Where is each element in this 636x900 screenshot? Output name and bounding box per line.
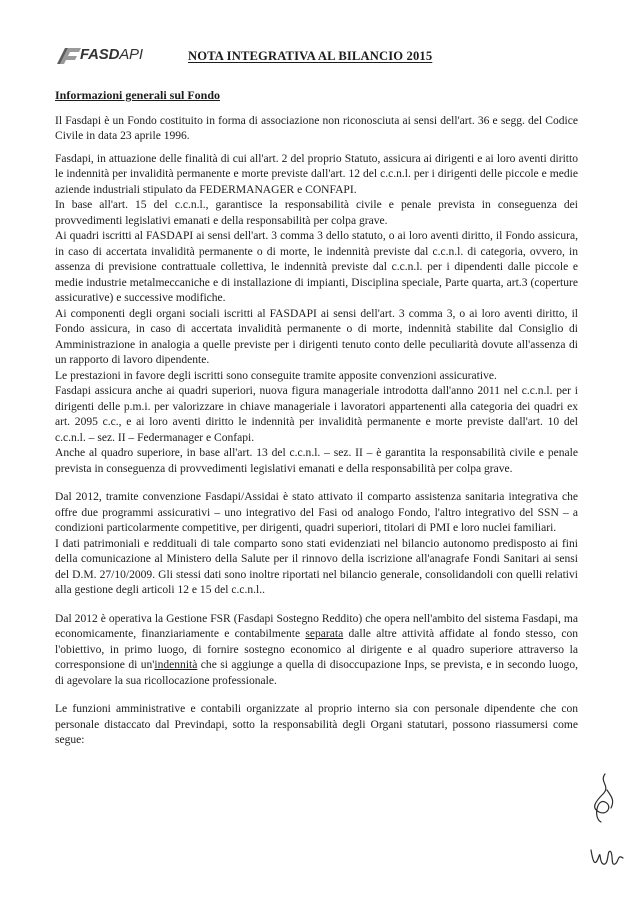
paragraph-quadri: Ai quadri iscritti al FASDAPI ai sensi dell'art. 3 comma 3 dello statuto, o ai loro aventi diritto, il Fondo assicura, in caso di accertata invalidità permanente o di morte, le indennità previste dal c.c.n.l. di categoria, ovvero, in assenza di previsione contrattuale collettiva, le indennità previste dal c.c.n.l. per i dipendenti dalle piccole e medie industrie metalmeccaniche e di installazione di impianti, Disciplina speciale, Parte quarta, art.3 (coperture assicurative) e successive modifiche. <box>55 230 578 304</box>
paragraph-assistenza-sanitaria: Dal 2012, tramite convenzione Fasdapi/Assidai è stato attivato il comparto assistenza sanitaria integrativa che offre due programmi assicurativi – uno integrativo del Fasi od analogo Fondo, l'altro integrativo del SSN – a condizioni particolarmente competitive, per dirigenti, quadri superiori, titolari di PMI e loro nuclei familiari. <box>55 491 578 534</box>
logo-wordmark: FASDAPI <box>80 46 143 63</box>
paragraph-prestazioni: Le prestazioni in favore degli iscritti sono conseguite tramite apposite convenzioni assicurative. <box>55 369 497 382</box>
document-title: NOTA INTEGRATIVA AL BILANCIO 2015 <box>188 49 433 63</box>
underlined-word: separata <box>305 628 344 640</box>
fasdapi-logo <box>56 42 166 68</box>
handwritten-initials <box>585 772 619 828</box>
handwritten-signature <box>587 842 627 872</box>
paragraph-gestione-fsr: Dal 2012 è operativa la Gestione FSR (Fasdapi Sostegno Reddito) che opera nell'ambito del sistema Fasdapi, ma economicamente, finanziariamente e contabilmente separata dalle altre attività affidate al fondo stesso, con l'obiettivo, in primo luogo, di fornire sostegno economico al dirigente e al quadro superiore attraverso la corresponsione di un'indennità che si aggiunge a quella di disoccupazione Inps, se prevista, e in secondo luogo, di agevolare la sua ricollocazione professionale. <box>55 612 578 687</box>
paragraph-statute-purposes: Fasdapi, in attuazione delle finalità di cui all'art. 2 del proprio Statuto, assicura ai dirigenti e ai loro aventi diritto le indennità per invalidità permanente e morte previste dall'art. 12 del c.c.n.l. per i dirigenti delle piccole e medie aziende industriali stipulato da FEDERMANAGER e CONFAPI. <box>55 152 578 196</box>
underlined-word: indennità <box>154 659 198 671</box>
logo-mark-icon <box>56 42 82 68</box>
paragraph-dati-patrimoniali: I dati patrimoniali e reddituali di tale comparto sono stati evidenziati nel bilancio autonomo predisposto ai fini della comunicazione al Ministero della Salute per il rinnovo della iscrizione all'anagrafe Fondi Sanitari ai sensi del D.M. 27/10/2009. Gli stessi dati sono inoltre riportati nel bilancio generale, consolidandoli con quelli relativi alla gestione degli articoli 12 e 15 del c.c.n.l.. <box>55 537 578 596</box>
document-body <box>55 82 578 749</box>
paragraph-civil-liability: In base all'art. 15 del c.c.n.l., garantisce la responsabilità civile e penale prevista in conseguenza dei provvedimenti legislativi emanati e della responsabilità per colpa grave. <box>55 199 578 227</box>
paragraph-funzioni-amministrative: Le funzioni amministrative e contabili organizzate al proprio interno sia con personale dipendente che con personale distaccato dal Previndapi, sotto la responsabilità degli Organi statutari, possono riassumersi come segue: <box>55 703 578 746</box>
paragraph-fund-constitution: Il Fasdapi è un Fondo costituito in forma di associazione non riconosciuta ai sensi dell'art. 36 e segg. del Codice Civile in data 23 aprile 1996. <box>55 114 578 142</box>
paragraph-organi-sociali: Ai componenti degli organi sociali iscritti al FASDAPI ai sensi dell'art. 3 comma 3, o ai loro aventi diritto, il Fondo assicura, in caso di accertata invalidità permanente o di morte, indennità stabilite dal Consiglio di Amministrazione in analogia a quelle previste per i dirigenti tenuto conto delle peculiarità dovute all'assenza di un rapporto di lavoro dipendente. <box>55 307 578 366</box>
section-heading: Informazioni generali sul Fondo <box>55 88 221 102</box>
paragraph-quadri-superiori: Fasdapi assicura anche ai quadri superiori, nuova figura manageriale introdotta dall'anno 2011 nel c.c.n.l. per i dirigenti delle p.m.i. per valorizzare in chiave manageriale i lavoratori appartenenti alla categoria dei quadri ex art. 2095 c.c., e ai loro aventi diritto le indennità per invalidità permanente e morte previste dall'art. 10 del c.c.n.l. – sez. II – Federmanager e Confapi. <box>55 385 578 444</box>
paragraph-quadro-responsabilita: Anche al quadro superiore, in base all'art. 13 del c.c.n.l. – sez. II – è garantita la responsabilità civile e penale prevista in conseguenza di provvedimenti legislativi emanati e della responsabilità per colpa grave. <box>55 447 578 475</box>
